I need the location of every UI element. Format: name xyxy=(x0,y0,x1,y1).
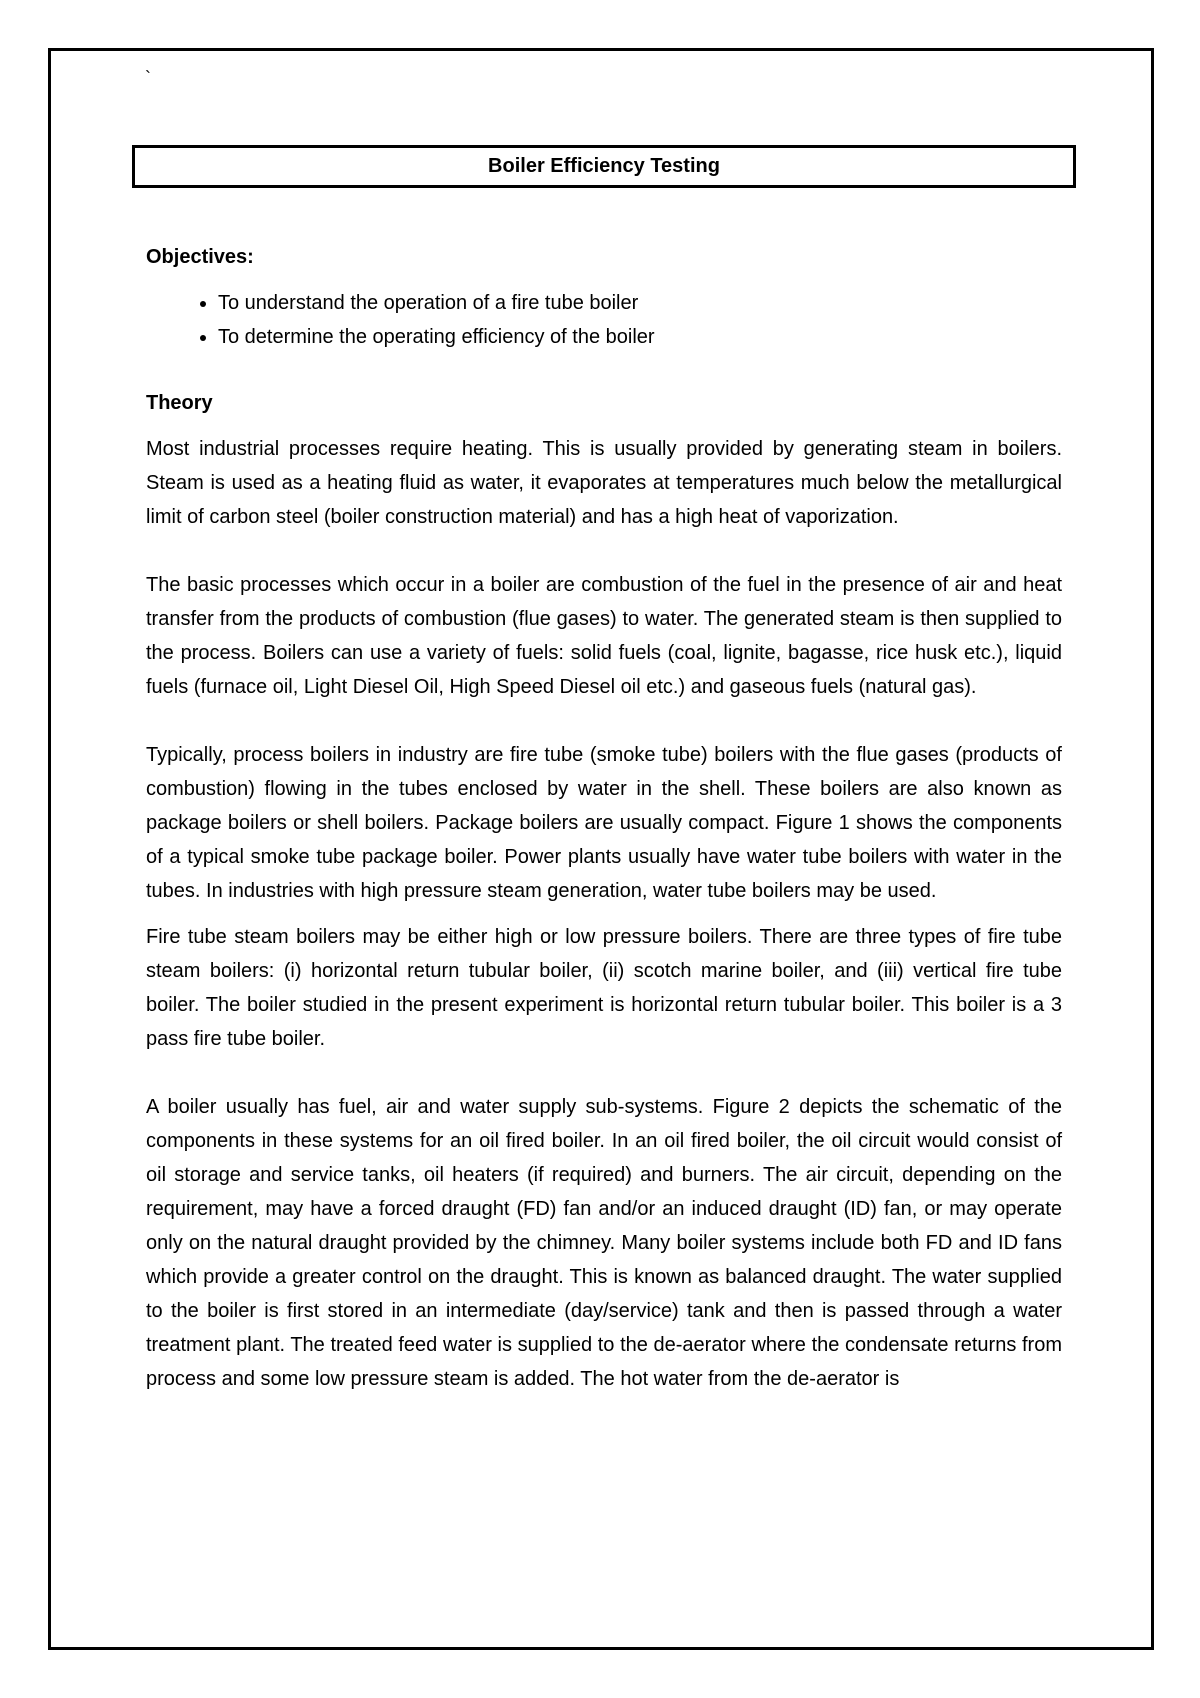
document-title-text: Boiler Efficiency Testing xyxy=(488,155,720,177)
objective-item: • To understand the operation of a fire tube boiler xyxy=(218,286,1062,320)
objectives-list xyxy=(146,286,1062,354)
document-title xyxy=(132,145,1076,188)
theory-paragraph: Typically, process boilers in industry are fire tube (smoke tube) boilers with the flue gases (products of combustion) flowing in the tubes enclosed by water in the shell. These boilers are also known as package boilers or shell boilers. Package boilers are usually compact. Figure 1 shows the components of a typical smoke tube package boiler. Power plants usually have water tube boilers with water in the tubes. In industries with high pressure steam generation, water tube boilers may be used. xyxy=(146,744,1062,902)
theory-paragraph: Most industrial processes require heating. This is usually provided by generating steam in boilers. Steam is used as a heating fluid as water, it evaporates at temperatures much below the metallurgical limit of carbon steel (boiler construction material) and has a high heat of vaporization. xyxy=(146,438,1062,528)
theory-paragraph: A boiler usually has fuel, air and water supply sub-systems. Figure 2 depicts the schematic of the components in these systems for an oil fired boiler. In an oil fired boiler, the oil circuit would consist of oil storage and service tanks, oil heaters (if required) and burners. The air circuit, depending on the requirement, may have a forced draught (FD) fan and/or an induced draught (ID) fan, or may operate only on the natural draught provided by the chimney. Many boiler systems include both FD and ID fans which provide a greater control on the draught. This is known as balanced draught. The water supplied to the boiler is first stored in an intermediate (day/service) tank and then is passed through a water treatment plant. The treated feed water is supplied to the de-aerator where the condensate returns from process and some low pressure steam is added. The hot water from the de-aerator is xyxy=(146,1096,1062,1390)
stray-mark: ` xyxy=(145,68,151,88)
objectives-heading: Objectives: xyxy=(146,246,254,268)
objective-item: • To determine the operating efficiency of the boiler xyxy=(218,320,1062,354)
theory-paragraph: The basic processes which occur in a boiler are combustion of the fuel in the presence of air and heat transfer from the products of combustion (flue gases) to water. The generated steam is then supplied to the process. Boilers can use a variety of fuels: solid fuels (coal, lignite, bagasse, rice husk etc.), liquid fuels (furnace oil, Light Diesel Oil, High Speed Diesel oil etc.) and gaseous fuels (natural gas). xyxy=(146,574,1062,698)
theory-heading: Theory xyxy=(146,392,213,414)
theory-paragraph: Fire tube steam boilers may be either high or low pressure boilers. There are three types of fire tube steam boilers: (i) horizontal return tubular boiler, (ii) scotch marine boiler, and (iii) vertical fire tube boiler. The boiler studied in the present experiment is horizontal return tubular boiler. This boiler is a 3 pass fire tube boiler. xyxy=(146,926,1062,1050)
document-body xyxy=(146,240,1062,1396)
